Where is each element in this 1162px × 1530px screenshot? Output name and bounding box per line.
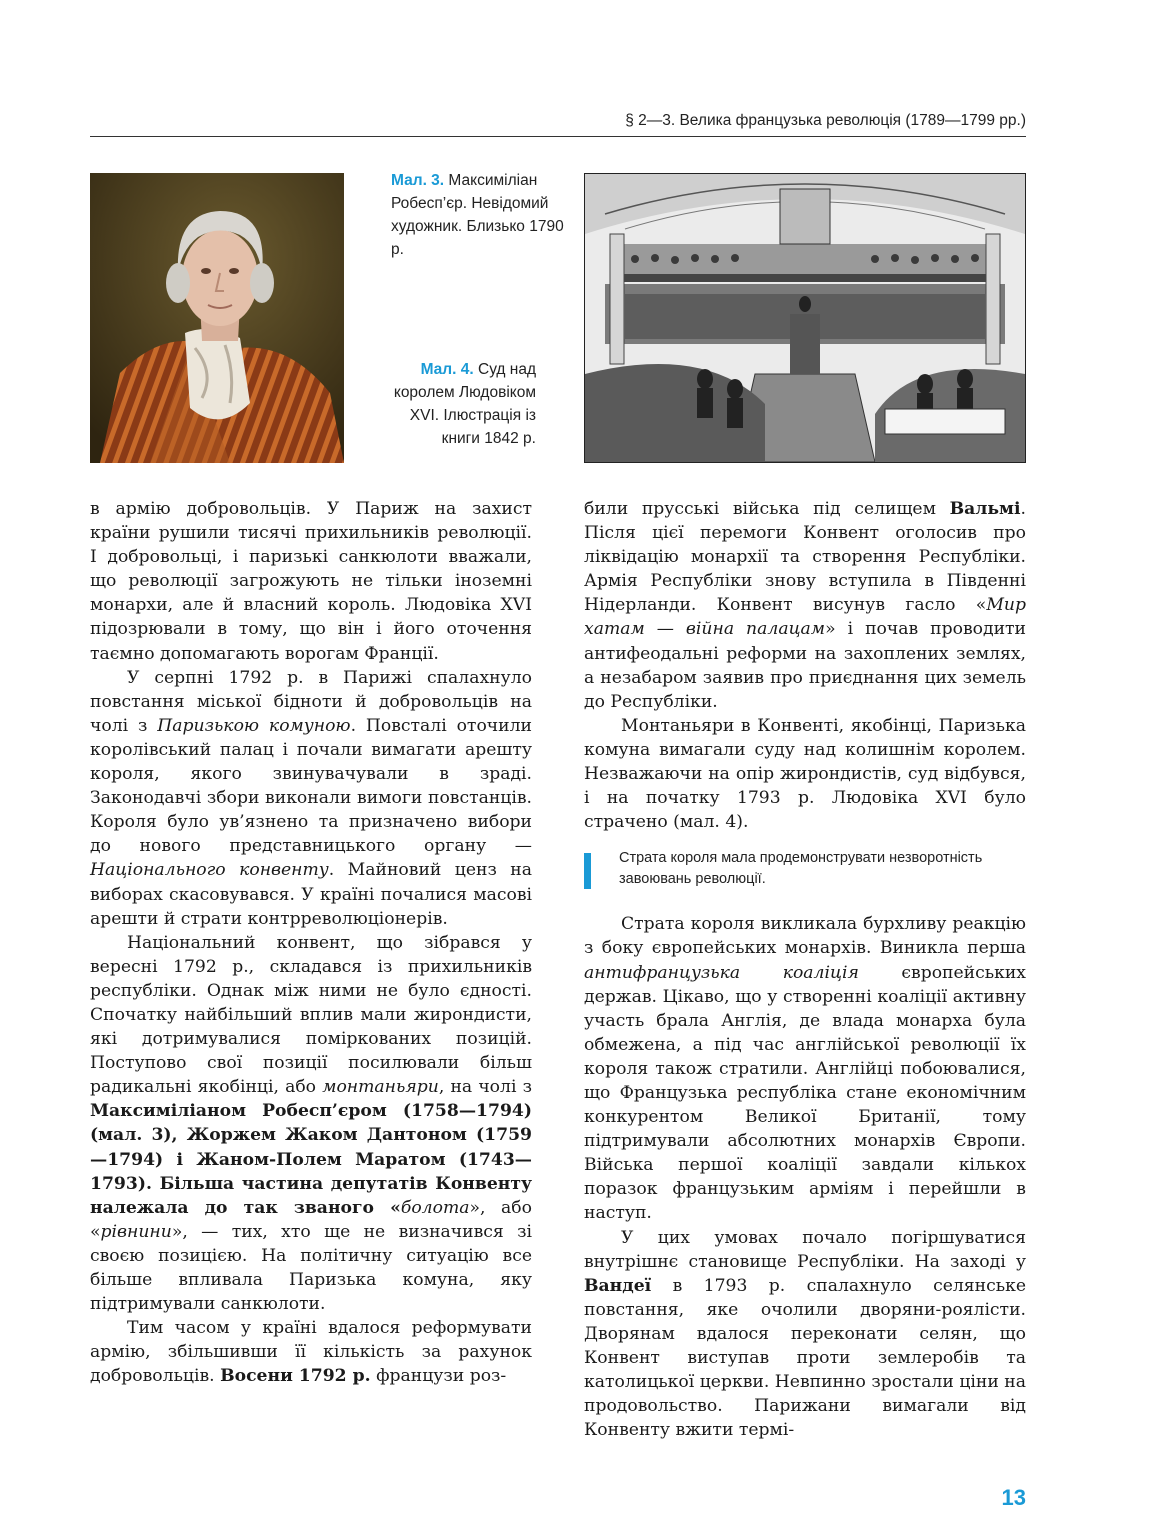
paragraph: Страта короля викликала бурхливу реакцію з боку європейських монархів. Виникла перша антифранцузька коаліція європейських держав. Цікаво, що у створенні коаліції активну участь брала Англія, де влада монарха була обмежена, а під час англійської революції їх короля також стратили. Англійці побоювалися, що Французька республіка стане економічним конкурентом Великої Британії, тому підтримували абсолютних монархів Європи. Війська першої коаліції завдали кількох поразок французьким арміям і перейшли в наступ. xyxy=(584,914,1026,1224)
figure-3-caption xyxy=(391,169,566,261)
person-name: Жоржем Жаком Дантоном xyxy=(186,1125,467,1146)
header-title: § 2—3. Велика французька революція (1789—1799 рр.) xyxy=(625,112,1026,129)
figure-3-portrait-image xyxy=(90,173,344,463)
figure-4-text: Суд над королем Людовіком XVI. Ілюстрація із книги 1842 р. xyxy=(393,361,536,447)
paragraph: У цих умовах почало погіршуватися внутрішнє становище Республіки. На заході у Вандеї в 1793 р. спалахнуло селянське повстання, яке очолили дворяни-роялісти. Дворянам вдалося переконати селян, що Конвент виступав проти землеробів та католицької церкви. Невпинно зростали ціни на продовольство. Парижани вимагали від Конвенту вжити термі- xyxy=(584,1227,1026,1441)
running-header xyxy=(90,108,1026,137)
trial-illustration xyxy=(585,174,1025,462)
left-text-column xyxy=(90,497,532,1388)
portrait-illustration xyxy=(90,173,344,463)
figure-4-engraving-image xyxy=(584,173,1026,463)
callout-text: Страта короля мала продемонструвати незворотність завоювань революції. xyxy=(619,850,983,888)
page-number: 13 xyxy=(1001,1485,1026,1510)
paragraph: били прусські війська під селищем Вальмі. Після цієї перемоги Конвент оголосив про ліквідацію монархії та створення Республіки. Армія Республіки знову вступила в Південні Нідерланди. Конвент висунув гасло «Мир хатам — війна палацам» і почав проводити антифеодальні реформи на захоплених землях, а незабаром заявив про приєднання цих земель до Республіки. xyxy=(584,499,1026,712)
person-name: Максиміліаном Робесп’єром xyxy=(90,1101,387,1122)
callout-accent-bar xyxy=(584,853,591,889)
figure-3-text: Максиміліан Робесп’єр. Невідомий художник. Близько 1790 р. xyxy=(391,172,564,258)
paragraph: в армію добровольців. У Париж на захист країни рушили тисячі прихильників революції. І добровольці, і паризькі санкюлоти вважали, що революції загрожують не тільки іноземні монархи, але й власний король. Людовіка XVI підозрювали в тому, що він і його оточення таємно допомагають ворогам Франції. xyxy=(90,499,532,664)
paragraph: Національний конвент, що зібрався у вересні 1792 р., складався із прихильників республіки. Однак між ними не було єдності. Спочатку найбільший вплив мали жирондисти, які дотримувалися поміркованих позицій. Поступово свої позиції посилювали більш радикальні якобінці, або монтаньяри, на чолі з Максиміліаном Робесп’єром (1758—1794) (мал. 3), Жоржем Жаком Дантоном (1759—1794) і Жаном-Полем Маратом (1743—1793). Більша частина депутатів Конвенту належала до так званого «болота», або «рівнини», — тих, хто ще не визначився зі своєю позицією. На політичну ситуацію все більше впливала Паризька комуна, яку підтримували санкюлоти. xyxy=(90,932,533,1315)
paragraph: Тим часом у країні вдалося реформувати армію, збільшивши її кількість за рахунок добровольців. Восени 1792 р. французи роз- xyxy=(90,1318,532,1387)
paragraph: У серпні 1792 р. в Парижі спалахнуло повстання міської бідноти й добровольців на чолі з Паризькою комуною. Повсталі оточили королівський палац і почали вимагати арешту короля, якого звинувачували в зраді. Законодавчі збори виконали вимоги повстанців. Короля було ув’язнено та призначено вибори до нового представницького органу — Національного конвенту. Майновий ценз на виборах скасовувався. У країні почалися масові арешти й страти контрреволюціонерів. xyxy=(90,667,532,929)
figure-3-label: Мал. 3. xyxy=(391,172,445,189)
right-text-column xyxy=(584,497,1026,1442)
paragraph: Монтаньяри в Конвенті, якобінці, Паризька комуна вимагали суду над колишнім королем. Незважаючи на опір жирондистів, суд відбувся, і на початку 1793 р. Людовіка XVI було страчено (мал. 4). xyxy=(584,715,1026,833)
person-name: Жаном-Полем Маратом xyxy=(196,1149,446,1170)
figure-4-caption xyxy=(388,358,536,450)
figure-4-label: Мал. 4. xyxy=(420,361,474,378)
key-point-callout xyxy=(584,848,1026,890)
